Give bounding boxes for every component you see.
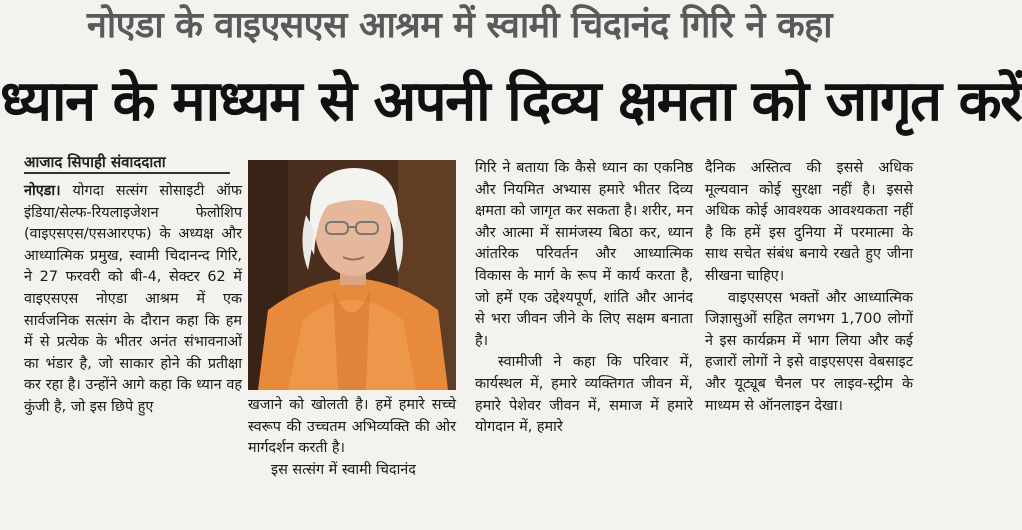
kicker-headline: नोएडा के वाइएसएस आश्रम में स्वामी चिदानंद गिरि ने कहा — [86, 5, 833, 46]
swami-photo — [248, 160, 456, 390]
column-4-para-1: दैनिक अस्तित्व की इससे अधिक मूल्यवान कोई सुरक्षा नहीं है। इससे अधिक कोई आवश्यक आवश्यकता नहीं है कि हमें इस दुनिया में परमात्मा के साथ सचेत संबंध बनाये रखते हुए जीना सीखना चाहिए। — [705, 160, 913, 284]
byline: आजाद सिपाही संवाददाता — [24, 152, 230, 174]
column-4-para-2: वाइएसएस भक्तों और आध्यात्मिक जिज्ञासुओं सहित लगभग 1,700 लोगों ने इस कार्यक्रम में भाग लिया और कई हजारों लोगों ने इसे वाइएसएस वेबसाइट और यूट्यूब चैनल पर लाइव-स्ट्रीम के माध्यम से ऑनलाइन देखा। — [705, 289, 913, 414]
column-4 — [705, 158, 913, 529]
main-headline: ध्यान के माध्यम से अपनी दिव्य क्षमता को जागृत करें — [0, 69, 1022, 134]
dateline: नोएडा। — [24, 183, 61, 199]
column-1-text: योगदा सत्संग सोसाइटी ऑफ इंडिया/सेल्फ-रियलाइजेशन फेलोशिप (वाइएसएस/एसआरएफ) के अध्यक्ष और आध्यात्मिक प्रमुख, स्वामी चिदानन्द गिरि, ने 27 फरवरी को बी-4, सेक्टर 62 में वाइएसएस नोएडा आश्रम में एक सार्वजनिक सत्संग के दौरान कहा कि हम में से प्रत्येक के भीतर अनंत संभावनाओं का भंडार है, जो साकार होने की प्रतीक्षा कर रहा है। उन्होंने आगे कहा कि ध्यान वह कुंजी है, जो इस छिपे हुए — [24, 183, 243, 415]
portrait-photo-icon — [248, 160, 456, 390]
column-3-para-1: गिरि ने बताया कि कैसे ध्यान का एकनिष्ठ और नियमित अभ्यास हमारे भीतर दिव्य क्षमता को जागृत कर सकता है। शरीर, मन और आत्मा में सामंजस्य बिठा कर, ध्यान आंतरिक परिवर्तन और आध्यात्मिक विकास के मार्ग के रूप में कार्य करता है, जो हमें एक उद्देश्यपूर्ण, शांति और आनंद से भरा जीवन जीने के लिए सक्षम बनाता है। — [475, 160, 693, 349]
column-2-para-1: खजाने को खोलती है। हमें हमारे सच्चे स्वरूप की उच्चतम अभिव्यक्ति की ओर मार्गदर्शन करती है। — [248, 397, 456, 457]
column-2 — [248, 395, 456, 529]
column-3-para-2: स्वामीजी ने कहा कि परिवार में, कार्यस्थल में, हमारे व्यक्तिगत जीवन में, हमारे पेशेवर जीवन में, समाज में हमारे योगदान में, हमारे — [475, 354, 693, 436]
column-3 — [475, 158, 693, 529]
column-2-para-2: इस सत्संग में स्वामी चिदानंद — [271, 461, 416, 478]
column-1 — [24, 181, 242, 529]
